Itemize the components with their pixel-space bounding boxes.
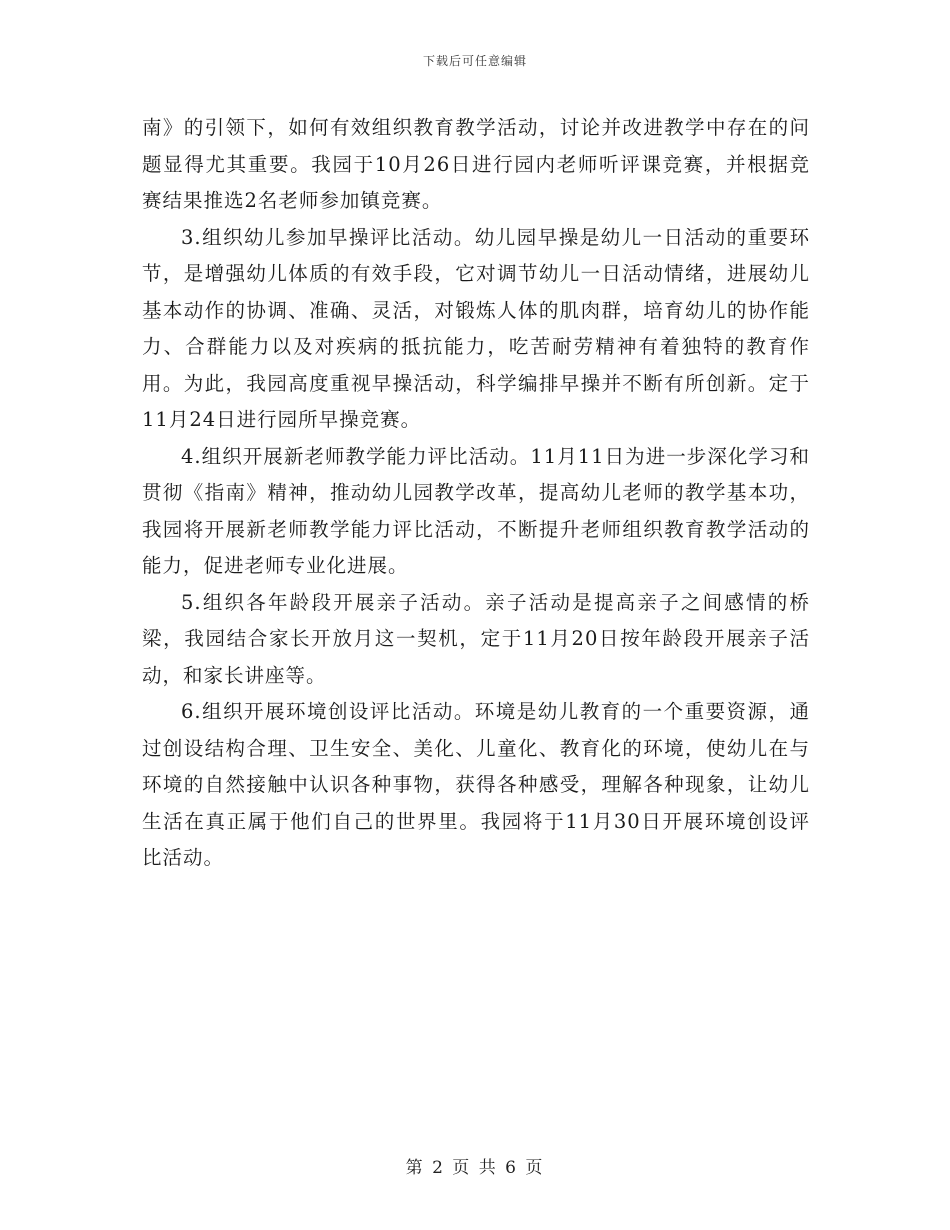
paragraph-item-4: 4.组织开展新老师教学能力评比活动。11月11日为进一步深化学习和贯彻《指南》精神，推动幼儿园教学改革，提高幼儿老师的教学基本功，我园将开展新老师教学能力评比活动，不断提升老师组织教育教学活动的能力，促进老师专业化进展。 — [142, 444, 810, 577]
paragraph-item-6: 6.组织开展环境创设评比活动。环境是幼儿教育的一个重要资源，通过创设结构合理、卫生安全、美化、儿童化、教育化的环境，使幼儿在与环境的自然接触中认识各种事物，获得各种感受，理解各种现象，让幼儿生活在真正属于他们自己的世界里。我园将于11月30日开展环境创设评比活动。 — [142, 700, 810, 869]
paragraph-item-5: 5.组织各年龄段开展亲子活动。亲子活动是提高亲子之间感情的桥梁，我园结合家长开放月这一契机，定于11月20日按年龄段开展亲子活动，和家长讲座等。 — [142, 590, 810, 687]
page-header: 下载后可任意编辑 — [422, 54, 527, 68]
paragraph-item-3: 3.组织幼儿参加早操评比活动。幼儿园早操是幼儿一日活动的重要环节，是增强幼儿体质的有效手段，它对调节幼儿一日活动情绪，进展幼儿基本动作的协调、准确、灵活，对锻炼人体的肌肉群，培育幼儿的协作能力、合群能力以及对疾病的抵抗能力，吃苦耐劳精神有着独特的教育作用。为此，我园高度重视早操活动，科学编排早操并不断有所创新。定于11月24日进行园所早操竞赛。 — [142, 225, 810, 431]
page-number-footer: 第 2 页 共 6 页 — [405, 1158, 545, 1178]
paragraph-continuation: 南》的引领下，如何有效组织教育教学活动，讨论并改进教学中存在的问题显得尤其重要。我园于10月26日进行园内老师听评课竞赛，并根据竞赛结果推选2名老师参加镇竞赛。 — [142, 116, 810, 212]
document-body — [142, 110, 810, 877]
